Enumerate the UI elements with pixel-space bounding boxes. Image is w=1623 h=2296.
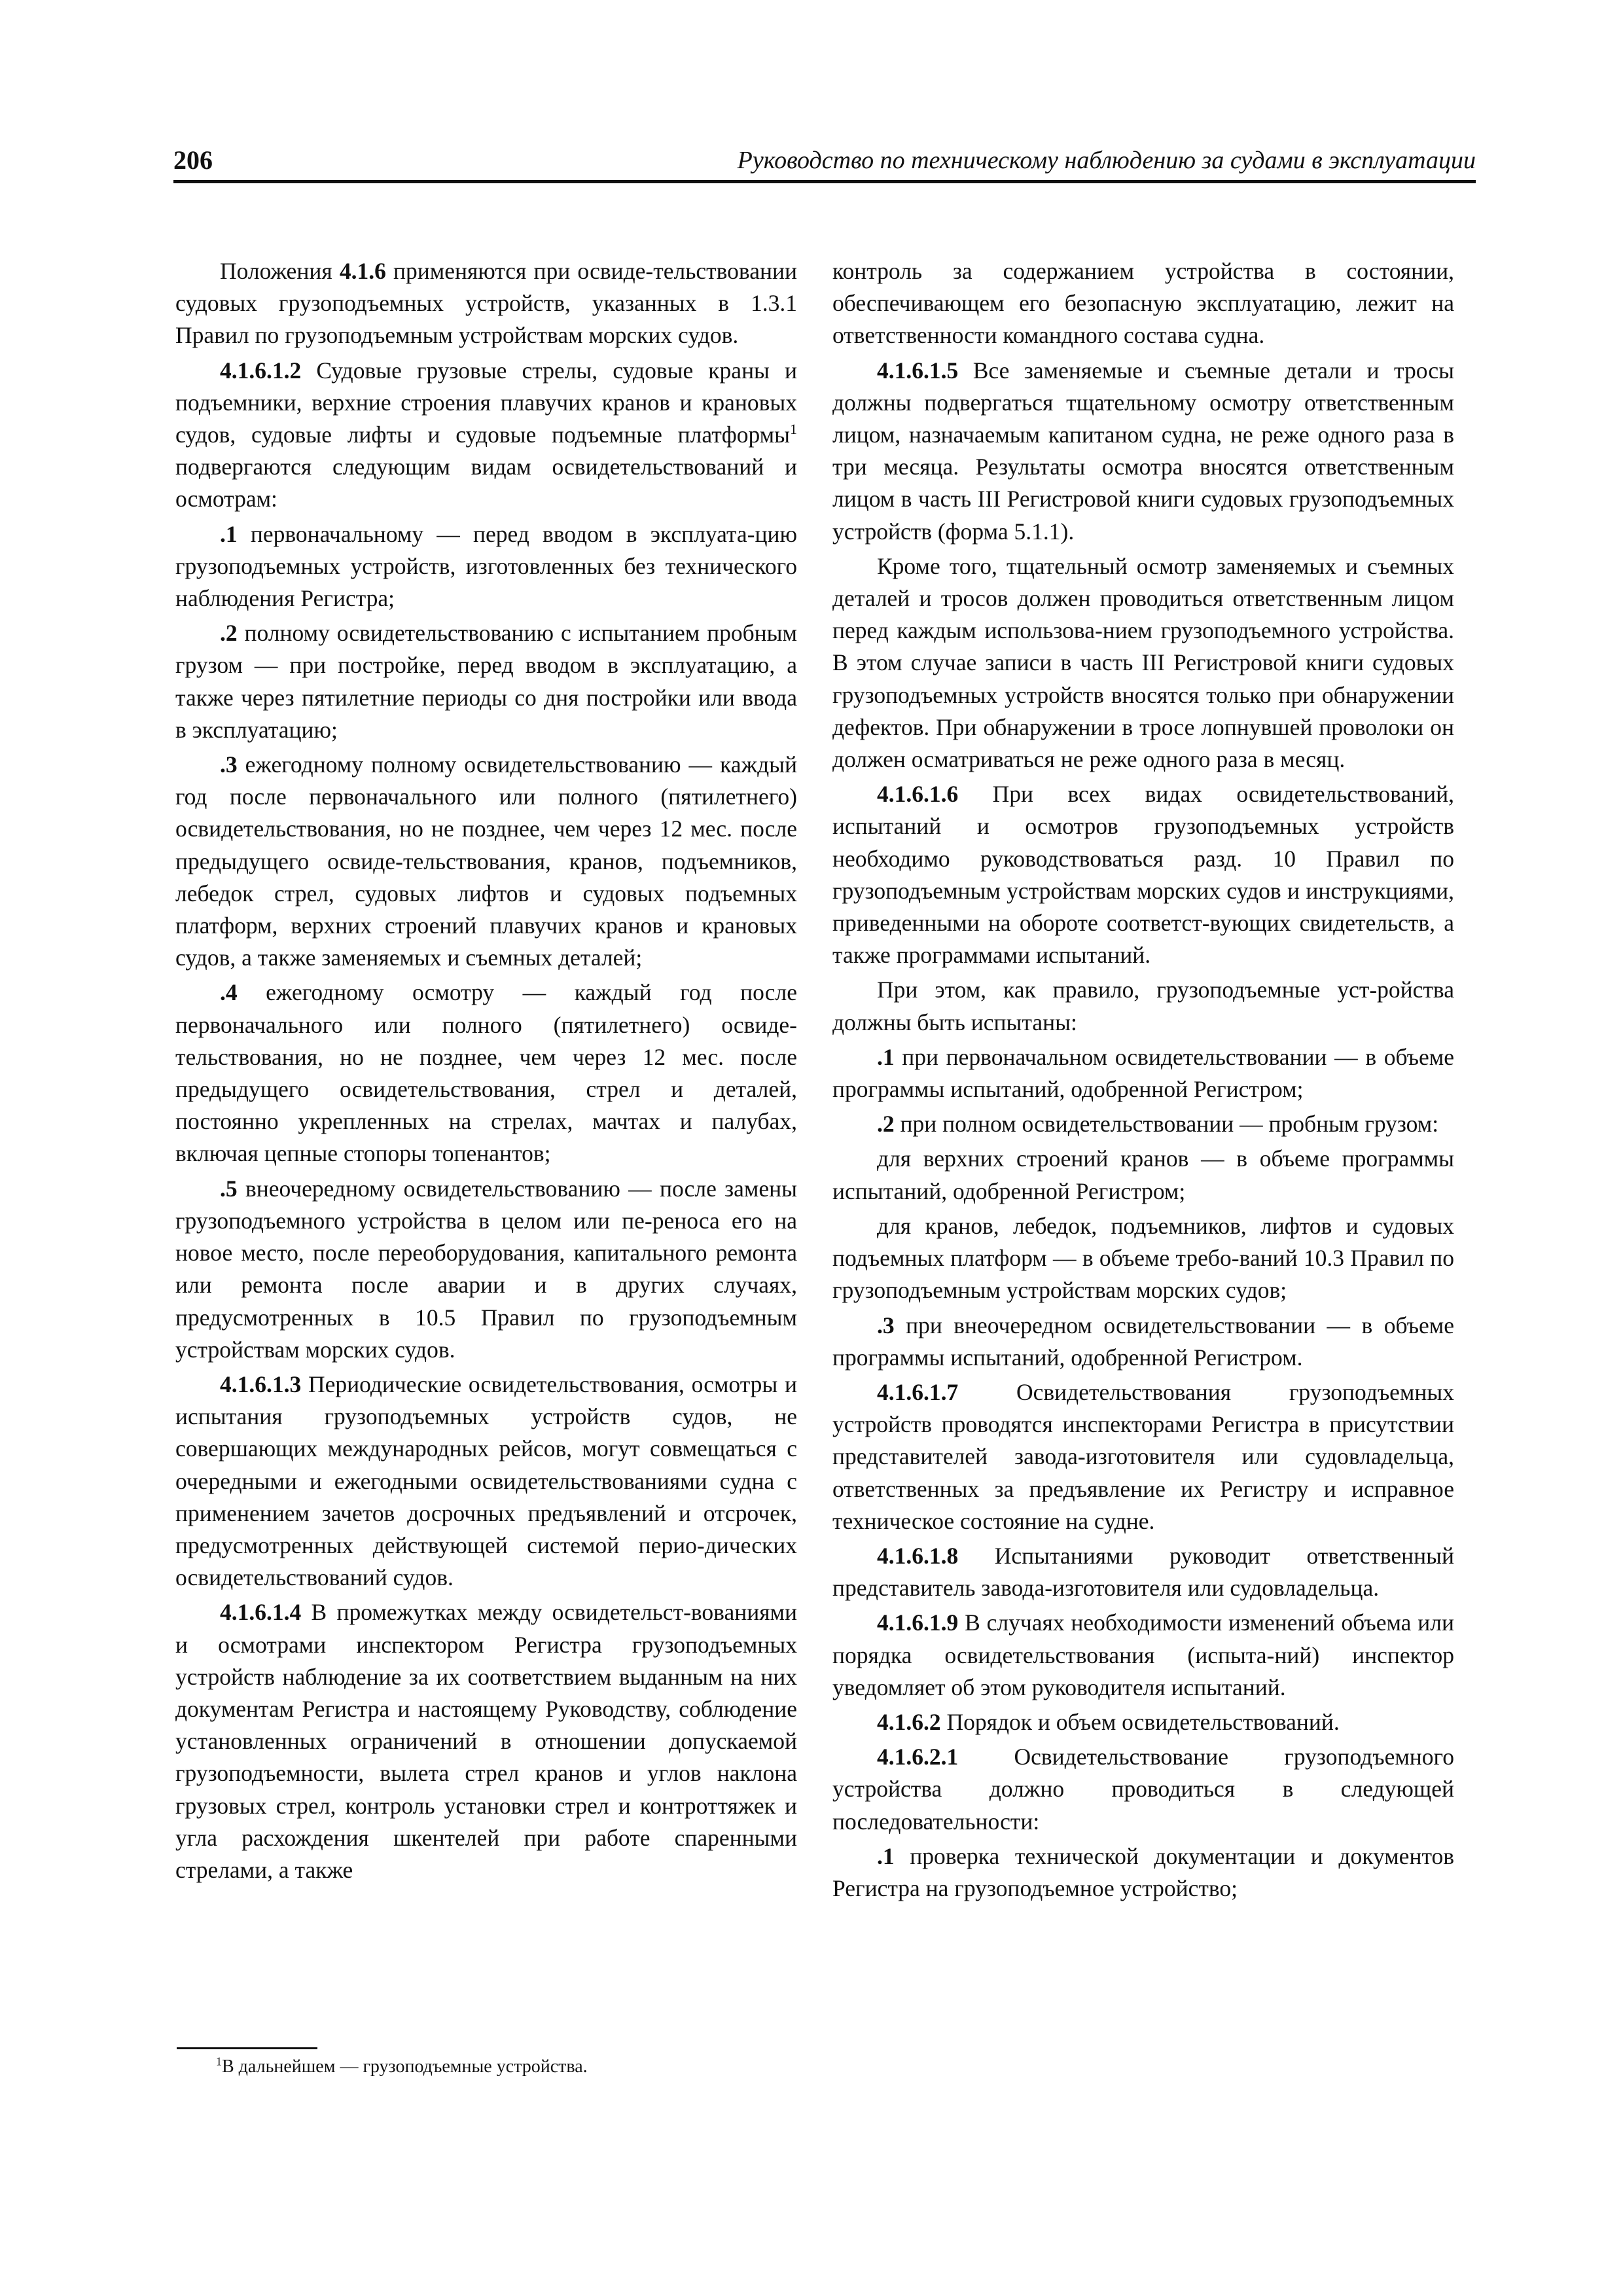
clause-number: .1 [877, 1043, 895, 1070]
paragraph [832, 1210, 1454, 1307]
paragraph [175, 518, 797, 615]
clause-number: .3 [220, 751, 238, 778]
clause-number: 4.1.6.1.5 [877, 357, 959, 384]
clause-number: 4.1.6.1.4 [220, 1599, 302, 1626]
paragraph-text: В промежутках между освидетельст-вованиями и осмотрами инспектором Регистра грузоподъемных устройств наблюдение за их соответствием выданным на них документам Регистра и настоящему Руководству, соблюдение установленных ограничений в отношении допускаемой грузоподъемности, вылета стрел кранов и углов наклона грузовых стрел, контроль установки стрел и контроттяжек и угла расхождения шкентелей при работе спаренными стрелами, а также [175, 1599, 797, 1883]
paragraph [832, 1706, 1454, 1738]
paragraph-text: для кранов, лебедок, подъемников, лифтов и судовых подъемных платформ — в объеме требо-ваний 10.3 Правил по грузоподъемным устройствам морских судов; [832, 1212, 1454, 1304]
paragraph-text: для верхних строений кранов — в объеме программы испытаний, одобренной Регистром; [832, 1145, 1454, 1204]
paragraph-text: Периодические освидетельствования, осмотры и испытания грузоподъемных устройств судов, не совершающих международных рейсов, могут совмещаться с очередными и ежегодными освидетельствованиями судна с применением зачетов досрочных предъявлений и отсрочек, предусмотренных действующей системой перио-дических освидетельствований судов. [175, 1371, 797, 1591]
clause-number: .1 [220, 520, 238, 547]
paragraph-text: При всех видах освидетельствований, испытаний и осмотров грузоподъемных устройств необходимо руководствоваться разд. 10 Правил по грузоподъемным устройствам морских судов и инструкциями, приведенными на обороте соответст-вующих свидетельств, а также программами испытаний. [832, 781, 1454, 969]
paragraph [175, 355, 797, 516]
section-reference: 4.1.6 [339, 258, 386, 284]
paragraph-text: Кроме того, тщательный осмотр заменяемых и съемных деталей и тросов должен проводиться ответственным лицом перед каждым использова-нием грузоподъемного устройства. В этом случае записи в часть III Регистровой книги судовых грузоподъемных устройств вносятся только при обнаружении дефектов. При обнаружении в тросе лопнувшей проволоки он должен осматриваться не реже одного раза в месяц. [832, 552, 1454, 773]
paragraph-text: применяются при освиде-тельствовании судовых грузоподъемных устройств, указанных в 1.3.1 Правил по грузоподъемным устройствам морских судов. [175, 258, 797, 349]
running-title: Руководство по техническому наблюдению за судами в эксплуатации [737, 147, 1476, 174]
footnote [216, 2055, 588, 2079]
paragraph [175, 617, 797, 746]
paragraph [175, 749, 797, 974]
paragraph-text: Освидетельствование грузоподъемного устройства должно проводиться в следующей последовательности: [832, 1744, 1454, 1835]
paragraph-text: Порядок и объем освидетельствований. [940, 1708, 1340, 1735]
right-column [832, 255, 1454, 1907]
clause-number: .3 [877, 1312, 895, 1338]
clause-number: .2 [877, 1111, 895, 1138]
footnote-mark: 1 [216, 2054, 222, 2068]
paragraph-text: контроль за содержанием устройства в состоянии, обеспечивающем его безопасную эксплуатацию, лежит на ответственности командного состава судна. [832, 258, 1454, 349]
paragraph-text: при внеочередном освидетельствовании — в объеме программы испытаний, одобренной Регистром. [832, 1312, 1454, 1371]
paragraph [832, 550, 1454, 776]
paragraph [832, 1540, 1454, 1604]
clause-number: 4.1.6.1.6 [877, 781, 959, 808]
paragraph-text: первоначальному — перед вводом в эксплуата-цию грузоподъемных устройств, изготовленных без технического наблюдения Регистра; [175, 520, 797, 612]
paragraph-text: проверка технической документации и документов Регистра на грузоподъемное устройство; [832, 1842, 1454, 1901]
paragraph [832, 778, 1454, 971]
paragraph [175, 1596, 797, 1886]
paragraph [832, 1376, 1454, 1537]
footnote-text: В дальнейшем — грузоподъемные устройства. [222, 2056, 588, 2077]
clause-number: .1 [877, 1842, 895, 1869]
clause-number: .4 [220, 979, 238, 1006]
paragraph [832, 1310, 1454, 1374]
paragraph [832, 1143, 1454, 1207]
paragraph [832, 1741, 1454, 1838]
paragraph-text: полному освидетельствованию с испытанием пробным грузом — при постройке, перед вводом в эксплуатацию, а также через пятилетние периоды со дня постройки или ввода в эксплуатацию; [175, 620, 797, 743]
footnote-reference: 1 [790, 421, 797, 438]
paragraph-text: В случаях необходимости изменений объема или порядка освидетельствования (испыта-ний) инспектор уведомляет об этом руководителя испытаний. [832, 1609, 1454, 1700]
paragraph-text: при первоначальном освидетельствовании — в объеме программы испытаний, одобренной Регистром; [832, 1043, 1454, 1103]
clause-number: 4.1.6.2.1 [877, 1744, 959, 1770]
clause-number: 4.1.6.1.9 [877, 1609, 959, 1636]
clause-number: 4.1.6.1.8 [877, 1542, 959, 1569]
paragraph [832, 355, 1454, 548]
paragraph-text: подвергаются следующим видам освидетельствований и осмотрам: [175, 454, 797, 512]
paragraph [832, 1607, 1454, 1704]
paragraph-text: ежегодному полному освидетельствованию — каждый год после первоначального или полного (пятилетнего) освидетельствования, но не позднее, чем через 12 мес. после предыдущего освиде-тельствования, кранов, подъемников, лебедок стрел, судовых лифтов и судовых подъемных платформ, верхних строений плавучих кранов и крановых судов, а также заменяемых и съемных деталей; [175, 751, 797, 971]
paragraph [832, 1041, 1454, 1105]
paragraph [175, 255, 797, 352]
page-header [173, 141, 1476, 183]
clause-number: 4.1.6.1.3 [220, 1371, 302, 1397]
clause-number: 4.1.6.1.2 [220, 357, 302, 384]
page-number: 206 [173, 145, 213, 175]
clause-number: 4.1.6.1.7 [877, 1378, 959, 1405]
paragraph-text: Испытаниями руководит ответственный представитель завода-изготовителя или судовладельца. [832, 1542, 1454, 1602]
paragraph [832, 255, 1454, 352]
paragraph-text: внеочередному освидетельствованию — после замены грузоподъемного устройства в целом или пе-реноса его на новое место, после переоборудования, капитального ремонта или ремонта после аварии и в других случаях, предусмотренных в 10.5 Правил по грузоподъемным устройствам морских судов. [175, 1175, 797, 1363]
clause-number: .5 [220, 1175, 238, 1202]
footnote-rule [177, 2047, 317, 2049]
clause-number: 4.1.6.2 [877, 1708, 941, 1735]
paragraph-text: при полном освидетельствовании — пробным грузом: [894, 1111, 1439, 1138]
paragraph [832, 1840, 1454, 1905]
clause-number: .2 [220, 620, 238, 647]
paragraph [175, 1369, 797, 1594]
paragraph [832, 1108, 1454, 1140]
paragraph [175, 1173, 797, 1366]
paragraph [175, 977, 797, 1170]
paragraph-text: Освидетельствования грузоподъемных устройств проводятся инспекторами Регистра в присутствии представителей завода-изготовителя или судовладельца, ответственных за предъявление их Регистру и исправное техническое состояние на судне. [832, 1378, 1454, 1534]
paragraph-text: При этом, как правило, грузоподъемные уст-ройства должны быть испытаны: [832, 977, 1454, 1035]
paragraph-lead: Положения [220, 258, 340, 284]
left-column [175, 255, 797, 1889]
paragraph-text: ежегодному осмотру — каждый год после первоначального или полного (пятилетнего) освиде-тельствования, но не позднее, чем через 12 мес. после предыдущего освидетельствования, стрел и деталей, постоянно укрепленных на стрелах, мачтах и палубах, включая цепные стопоры топенантов; [175, 979, 797, 1167]
paragraph-text: Судовые грузовые стрелы, судовые краны и подъемники, верхние строения плавучих кранов и крановых судов, судовые лифты и судовые подъемные платформы [175, 357, 797, 448]
paragraph [832, 974, 1454, 1038]
paragraph-text: Все заменяемые и съемные детали и тросы должны подвергаться тщательному осмотру ответственным лицом, назначаемым капитаном судна, не реже одного раза в три месяца. Результаты осмотра вносятся ответственным лицом в часть III Регистровой книги судовых грузоподъемных устройств (форма 5.1.1). [832, 357, 1454, 545]
